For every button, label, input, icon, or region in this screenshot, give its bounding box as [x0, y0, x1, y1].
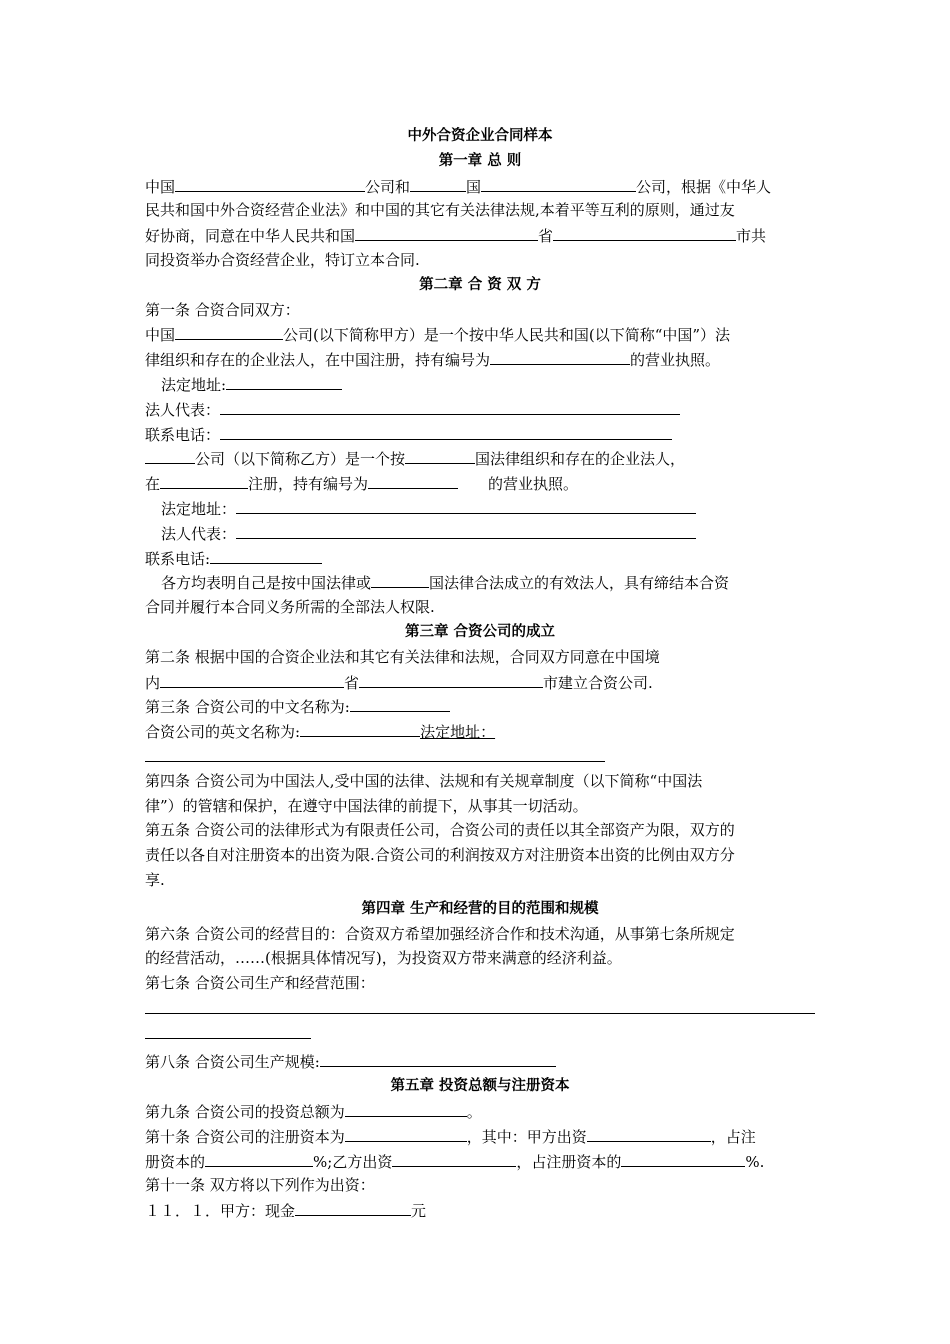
party-a-representative: [145, 397, 815, 422]
text: 第九条 合资公司的投资总额为: [145, 1103, 345, 1122]
blank-field[interactable]: [553, 223, 736, 241]
text: 国法律组织和存在的企业法人，: [475, 450, 686, 469]
party-b-percent-field[interactable]: [621, 1149, 745, 1167]
total-investment-field[interactable]: [345, 1099, 467, 1117]
blank-field[interactable]: [410, 174, 466, 192]
english-name-field[interactable]: [300, 719, 420, 737]
text: 册资本的: [145, 1152, 206, 1171]
blank-field[interactable]: [160, 471, 248, 489]
blank-field[interactable]: [490, 347, 630, 365]
label: 法人代表：: [161, 524, 237, 543]
blank-field[interactable]: [175, 174, 365, 192]
party-b-contribution-field[interactable]: [392, 1149, 516, 1167]
chapter-3-heading: 第三章 合资公司的成立: [404, 623, 556, 640]
text: 。: [466, 1103, 482, 1122]
text: 第三条 合资公司的中文名称为:: [145, 698, 350, 717]
chapter-4-heading: 第四章 生产和经营的目的范围和规模: [361, 900, 599, 917]
text: 省: [344, 673, 360, 692]
party-a-phone: [145, 422, 815, 447]
party-a-percent-field[interactable]: [205, 1149, 313, 1167]
text: 中国: [145, 177, 176, 196]
declaration-line-2: 合同并履行本合同义务所需的全部法人权限.: [145, 598, 435, 617]
text: 元: [411, 1202, 427, 1221]
chapter-1-heading: 第一章 总 则: [438, 152, 522, 169]
chapter-5-heading: 第五章 投资总额与注册资本: [390, 1078, 570, 1095]
article-6-line-2: 的经营活动，……(根据具体情况写)，为投资双方带来满意的经济利益。: [145, 949, 622, 968]
ch1-paragraph-line-2: 民共和国中外合资经营企业法》和中国的其它有关法律法规,本着平等互利的原则，通过友: [145, 201, 735, 220]
article-5-line-3: 享.: [145, 870, 165, 889]
article-3-line-1: [145, 694, 815, 719]
blank-field[interactable]: [359, 670, 543, 688]
article-2-line-2: [145, 670, 815, 695]
text: 国: [466, 177, 482, 196]
label: 法定地址:: [161, 375, 227, 394]
text: 省: [538, 227, 554, 246]
legal-address-field[interactable]: [145, 744, 605, 762]
text: 各方均表明自己是按中国法律或: [161, 574, 372, 593]
party-a-line-1: [145, 322, 815, 347]
article-1: 第一条 合资合同双方：: [145, 300, 300, 319]
party-b-line-1: [145, 446, 815, 471]
phone-field[interactable]: [220, 422, 672, 440]
party-b-phone: [145, 546, 815, 571]
text: 公司（以下简称乙方）是一个按: [195, 450, 406, 469]
article-5-line-1: 第五条 合资公司的法律形式为有限责任公司，合资公司的责任以其全部资产为限，双方的: [145, 821, 735, 840]
article-7-scope-line-1: [145, 996, 815, 1021]
text: ，占注: [710, 1127, 756, 1146]
contract-document: [145, 122, 815, 1223]
label: 联系电话：: [145, 425, 221, 444]
blank-field[interactable]: [481, 174, 636, 192]
text: 律组织和存在的企业法人，在中国注册，持有编号为: [145, 351, 491, 370]
party-a-contribution-field[interactable]: [587, 1124, 711, 1142]
blank-field[interactable]: [160, 670, 344, 688]
party-a-line-2: [145, 347, 815, 372]
text: 的营业执照。: [630, 351, 721, 370]
declaration-line-1: [145, 570, 815, 595]
text: 公司，根据《中华人: [636, 177, 772, 196]
text: 合资公司的英文名称为:: [145, 723, 301, 742]
chinese-name-field[interactable]: [350, 694, 450, 712]
registered-capital-field[interactable]: [345, 1124, 467, 1142]
article-11: 第十一条 双方将以下列作为出资：: [145, 1176, 375, 1195]
text: １１．１．甲方：现金: [145, 1202, 296, 1221]
article-4-line-1: 第四条 合资公司为中国法人,受中国的法律、法规和有关规章制度（以下简称“中国法: [145, 771, 703, 790]
text: %;乙方出资: [313, 1152, 393, 1171]
article-8: [145, 1049, 815, 1074]
label: 联系电话:: [145, 549, 211, 568]
party-a-address: [145, 372, 815, 397]
text: 好协商，同意在中华人民共和国: [145, 227, 356, 246]
text: 公司(以下简称甲方）是一个按中华人民共和国(以下简称“中国”）法: [283, 326, 731, 345]
business-scope-field[interactable]: [145, 996, 815, 1014]
blank-field[interactable]: [175, 322, 283, 340]
article-5-line-2: 责任以各自对注册资本的出资为限.合资公司的利润按双方对注册资本出资的比例由双方分: [145, 846, 735, 865]
text: 中国: [145, 326, 176, 345]
label: 法人代表：: [145, 400, 221, 419]
text: 内: [145, 673, 161, 692]
chapter-2-heading: 第二章 合 资 双 方: [419, 276, 541, 293]
blank-field[interactable]: [371, 570, 429, 588]
article-7: 第七条 合资公司生产和经营范围：: [145, 974, 375, 993]
business-scope-field[interactable]: [145, 1021, 311, 1039]
text: 在: [145, 475, 161, 494]
party-b-address: [145, 496, 815, 521]
text: ，占注册资本的: [516, 1152, 622, 1171]
representative-field[interactable]: [220, 397, 680, 415]
article-6-line-1: 第六条 合资公司的经营目的：合资双方希望加强经济合作和技术沟通，从事第七条所规定: [145, 924, 735, 943]
blank-field[interactable]: [355, 223, 538, 241]
ch1-paragraph-line-3: [145, 223, 815, 248]
cash-amount-field[interactable]: [295, 1198, 411, 1216]
document-title: 中外合资企业合同样本: [407, 128, 553, 144]
text: 公司和: [365, 177, 411, 196]
text: 的营业执照。: [488, 475, 579, 494]
article-2-line-1: 第二条 根据中国的合资企业法和其它有关法律和法规，合同双方同意在中国境: [145, 647, 660, 666]
text: 市建立合资公司.: [543, 673, 653, 692]
label: 法定地址：: [161, 499, 237, 518]
blank-field[interactable]: [145, 446, 195, 464]
article-9: [145, 1099, 815, 1124]
text: %.: [745, 1152, 765, 1171]
article-3-address-line: [145, 744, 815, 769]
blank-field[interactable]: [405, 446, 475, 464]
party-b-representative: [145, 521, 815, 546]
text: 市共: [736, 227, 767, 246]
article-4-line-2: 律”）的管辖和保护，在遵守中国法律的前提下，从事其一切活动。: [145, 796, 588, 815]
text: ，其中：甲方出资: [466, 1127, 587, 1146]
blank-field[interactable]: [368, 471, 458, 489]
item-11-1: [145, 1198, 815, 1223]
article-10-line-2: [145, 1149, 815, 1174]
address-field[interactable]: [236, 496, 696, 514]
representative-field[interactable]: [236, 521, 696, 539]
address-field[interactable]: [226, 372, 342, 390]
text: 注册，持有编号为: [248, 475, 369, 494]
text: 第十条 合资公司的注册资本为: [145, 1127, 345, 1146]
party-b-line-2: [145, 471, 815, 496]
article-3-line-2: [145, 719, 815, 744]
ch1-paragraph-line-4: 同投资举办合资经营企业，特订立本合同.: [145, 250, 420, 269]
article-10-line-1: [145, 1124, 815, 1149]
ch1-paragraph-line-1: [145, 174, 815, 199]
text: 国法律合法成立的有效法人，具有缔结本合资: [429, 574, 730, 593]
article-7-scope-line-2: [145, 1021, 815, 1046]
legal-address-label: 法定地址：: [420, 723, 496, 742]
phone-field[interactable]: [210, 546, 322, 564]
text: 第八条 合资公司生产规模:: [145, 1053, 320, 1072]
production-scale-field[interactable]: [320, 1049, 556, 1067]
